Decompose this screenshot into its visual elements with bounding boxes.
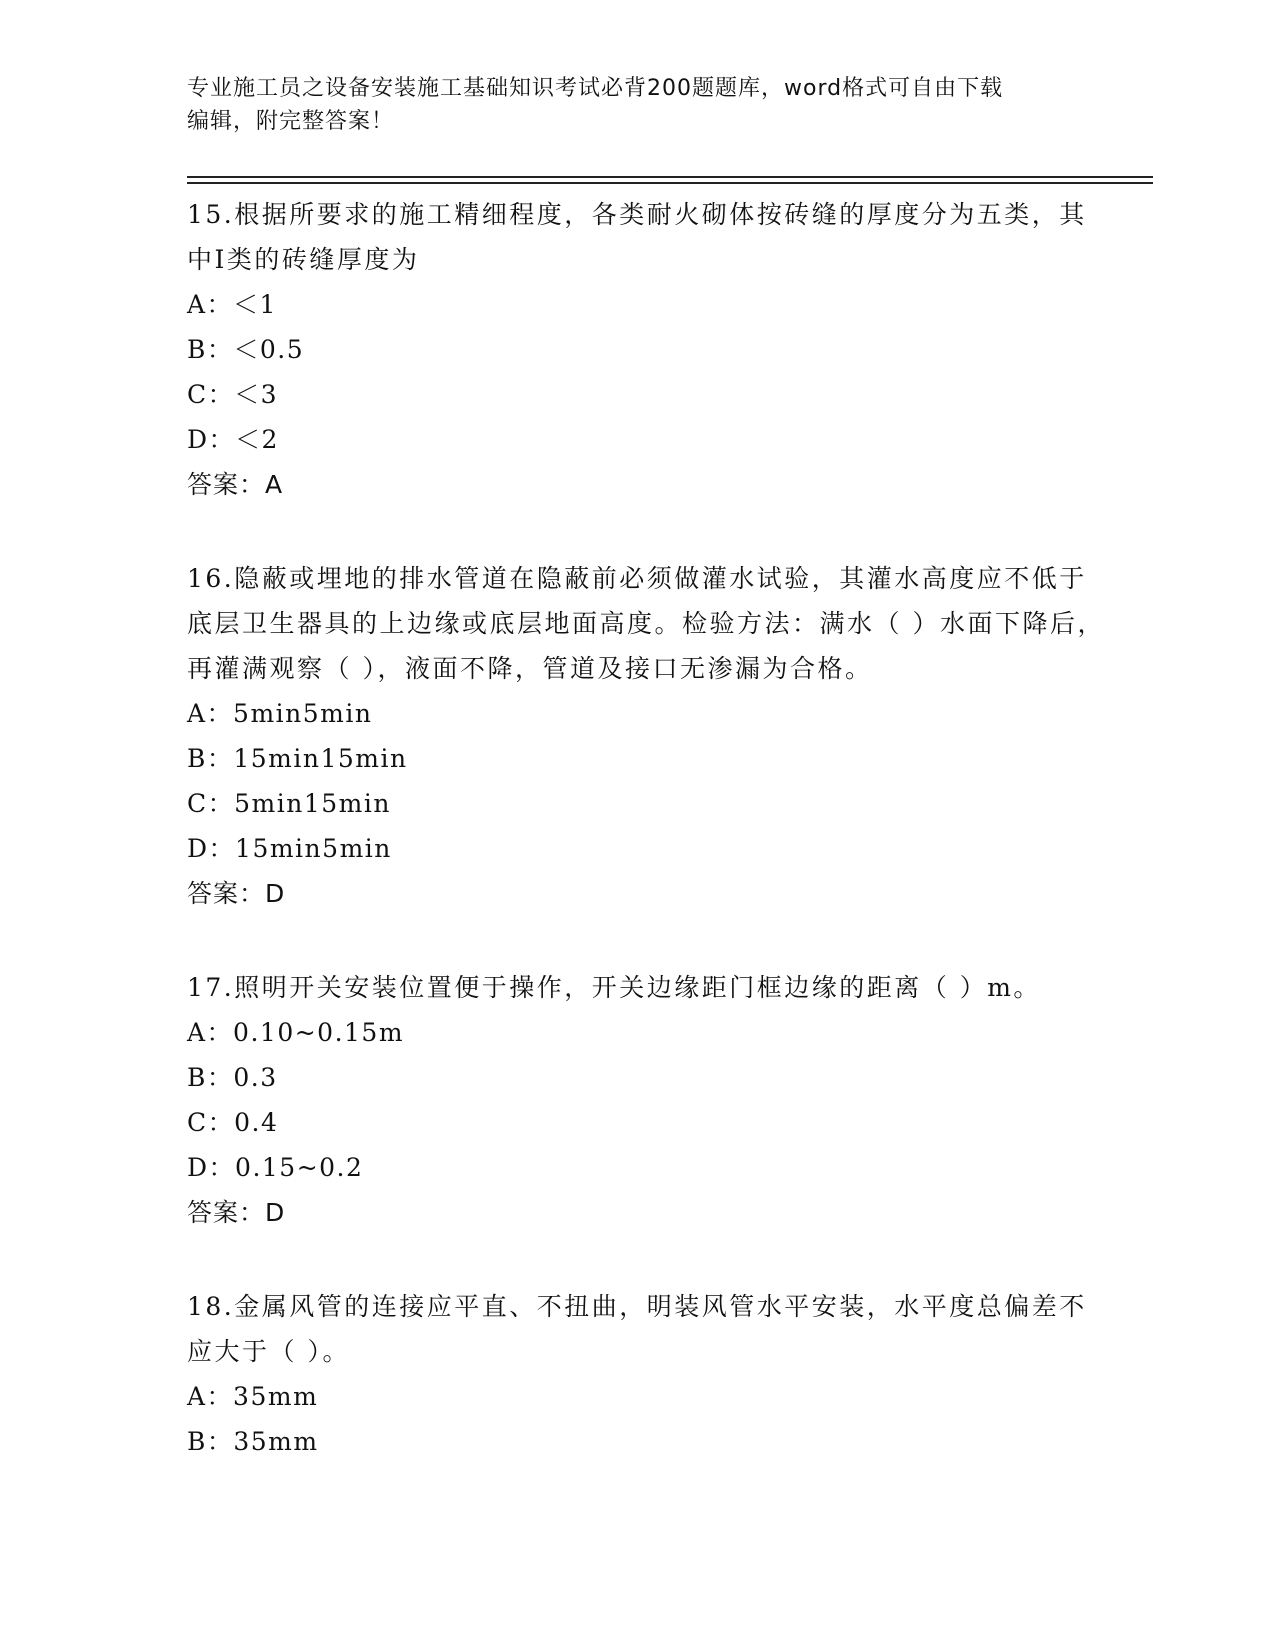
question-text: 17.照明开关安装位置便于操作，开关边缘距门框边缘的距离（ ）m。 [187, 973, 1041, 1002]
option-c: C：＜3 [187, 380, 279, 409]
option-b: B：＜0.5 [187, 335, 305, 364]
option-a: A：＜1 [187, 290, 277, 319]
answer-line: 答案：D [187, 1198, 286, 1227]
option-a: A：0.10~0.15m [187, 1018, 405, 1047]
answer-line: 答案：D [187, 879, 286, 908]
option-d: D：0.15~0.2 [187, 1153, 364, 1182]
question-17 [187, 961, 1107, 1235]
question-text: 15.根据所要求的施工精细程度，各类耐火砌体按砖缝的厚度分为五类，其中Ⅰ类的砖缝厚度为 [187, 200, 1087, 274]
header-divider-top [187, 176, 1153, 178]
option-a: A：35mm [187, 1382, 319, 1411]
document-header [187, 72, 1067, 138]
option-a: A：5min5min [187, 699, 373, 728]
header-divider-bottom [187, 182, 1153, 184]
option-c: C：5min15min [187, 789, 391, 818]
question-15 [187, 188, 1107, 507]
option-b: B：15min15min [187, 744, 408, 773]
header-line-1: 专业施工员之设备安装施工基础知识考试必背200题题库，word格式可自由下载 [187, 76, 1004, 101]
question-text: 16.隐蔽或埋地的排水管道在隐蔽前必须做灌水试验，其灌水高度应不低于底层卫生器具的上边缘或底层地面高度。检验方法：满水（ ）水面下降后，再灌满观察（ ），液面不降，管道及接口无渗漏为合格。 [187, 564, 1105, 683]
question-18 [187, 1280, 1107, 1464]
option-b: B：35mm [187, 1427, 319, 1456]
question-16 [187, 552, 1107, 916]
question-list [187, 188, 1107, 1464]
option-d: D：15min5min [187, 834, 392, 863]
question-text: 18.金属风管的连接应平直、不扭曲，明装风管水平安装，水平度总偏差不应大于（ ）。 [187, 1292, 1087, 1366]
option-b: B：0.3 [187, 1063, 278, 1092]
header-line-2: 编辑，附完整答案！ [187, 109, 395, 134]
answer-line: 答案：A [187, 470, 284, 499]
option-c: C：0.4 [187, 1108, 279, 1137]
option-d: D：＜2 [187, 425, 279, 454]
